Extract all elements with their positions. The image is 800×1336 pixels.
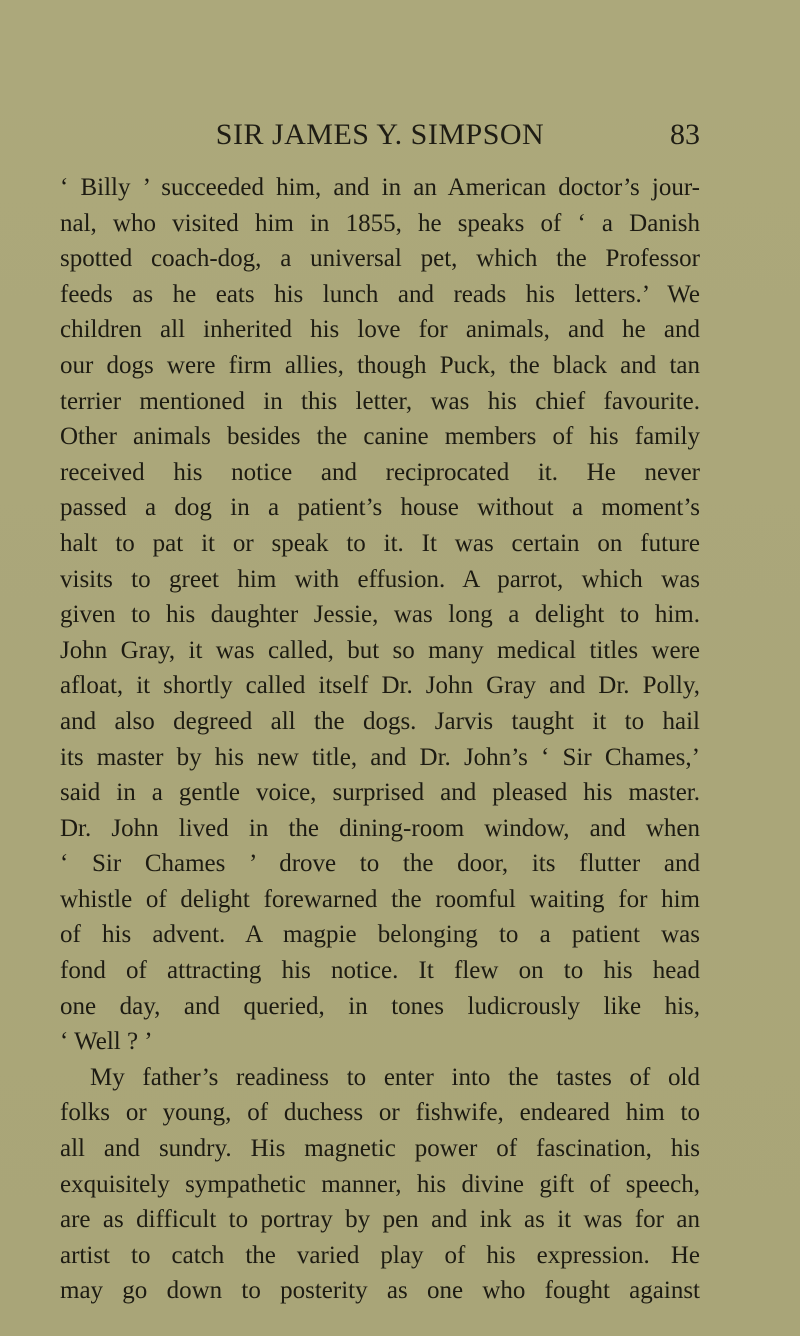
body-text bbox=[60, 170, 700, 1309]
text-line: terrier mentioned in this letter, was his chief favourite. bbox=[60, 387, 700, 415]
text-line: fond of attracting his notice. It flew on to his head bbox=[60, 957, 700, 985]
text-line: whistle of delight forewarned the roomful waiting for him bbox=[60, 885, 700, 913]
text-line: afloat, it shortly called itself Dr. John Gray and Dr. Polly, bbox=[60, 672, 700, 700]
text-line: spotted coach-dog, a universal pet, which the Professor bbox=[60, 245, 700, 273]
text-line: are as difficult to portray by pen and ink as it was for an bbox=[60, 1206, 700, 1234]
text-line: halt to pat it or speak to it. It was certain on future bbox=[60, 529, 700, 557]
text-line: given to his daughter Jessie, was long a delight to him. bbox=[60, 601, 700, 629]
page-number: 83 bbox=[670, 118, 700, 151]
text-line: all and sundry. His magnetic power of fascination, his bbox=[60, 1135, 700, 1163]
text-line: may go down to posterity as one who fought against bbox=[60, 1277, 700, 1305]
text-line: its master by his new title, and Dr. John’s ‘ Sir Chames,’ bbox=[60, 743, 700, 771]
text-line: one day, and queried, in tones ludicrously like his, bbox=[60, 992, 700, 1020]
text-line: and also degreed all the dogs. Jarvis taught it to hail bbox=[60, 707, 700, 735]
text-line: John Gray, it was called, but so many medical titles were bbox=[60, 636, 700, 664]
text-line: feeds as he eats his lunch and reads his letters.’ We bbox=[60, 280, 700, 308]
text-line: ‘ Well ? ’ bbox=[60, 1028, 153, 1056]
text-line: visits to greet him with effusion. A parrot, which was bbox=[60, 565, 700, 593]
text-line: children all inherited his love for animals, and he and bbox=[60, 316, 700, 344]
text-line: Other animals besides the canine members of his family bbox=[60, 423, 700, 451]
running-head bbox=[60, 118, 700, 158]
text-line: folks or young, of duchess or fishwife, endeared him to bbox=[60, 1099, 700, 1127]
text-line: ‘ Sir Chames ’ drove to the door, its flutter and bbox=[60, 850, 700, 878]
text-line: ‘ Billy ’ succeeded him, and in an American doctor’s jour- bbox=[60, 174, 700, 201]
text-line: exquisitely sympathetic manner, his divine gift of speech, bbox=[60, 1170, 700, 1198]
text-line: artist to catch the varied play of his expression. He bbox=[60, 1241, 700, 1269]
text-line: said in a gentle voice, surprised and pleased his master. bbox=[60, 779, 700, 807]
running-title: SIR JAMES Y. SIMPSON bbox=[215, 118, 545, 151]
text-line: nal, who visited him in 1855, he speaks of ‘ a Danish bbox=[60, 209, 700, 237]
text-line: passed a dog in a patient’s house without a moment’s bbox=[60, 494, 700, 522]
text-line: of his advent. A magpie belonging to a patient was bbox=[60, 921, 700, 949]
paragraph-start-line: My father’s readiness to enter into the tastes of old bbox=[90, 1063, 700, 1091]
text-line: our dogs were firm allies, though Puck, the black and tan bbox=[60, 351, 700, 379]
text-line: Dr. John lived in the dining-room window, and when bbox=[60, 814, 700, 842]
text-line: received his notice and reciprocated it. He never bbox=[60, 458, 700, 486]
